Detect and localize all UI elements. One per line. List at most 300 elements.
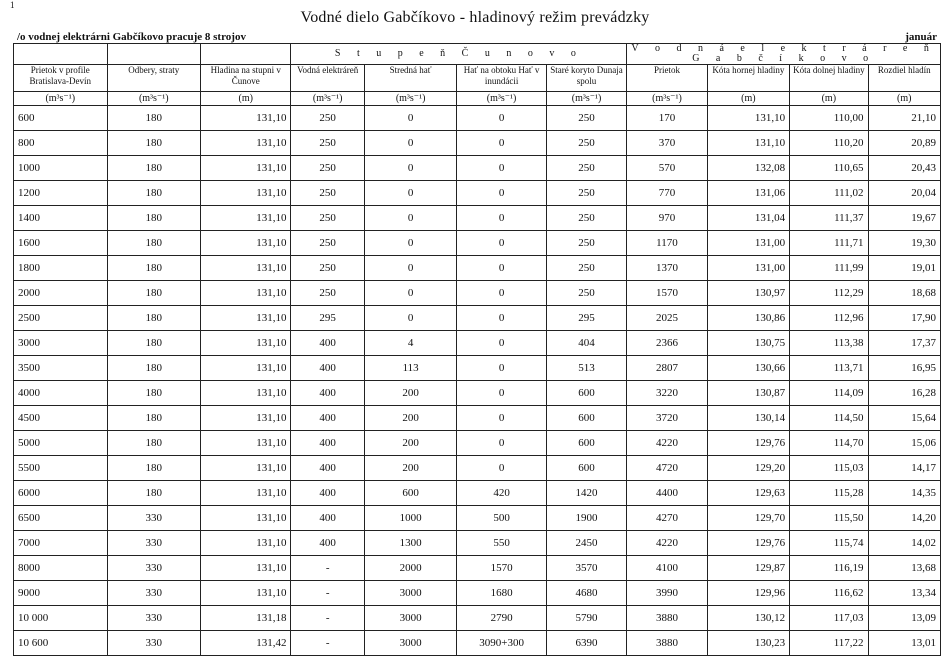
table-cell: 116,19 <box>790 556 868 581</box>
table-cell: 4220 <box>627 531 707 556</box>
table-cell: 129,87 <box>707 556 789 581</box>
table-cell: 7000 <box>14 531 108 556</box>
table-cell: 14,20 <box>868 506 940 531</box>
table-row <box>14 506 941 531</box>
table-cell: 180 <box>107 181 201 206</box>
column-header: Stredná hať <box>364 65 456 92</box>
table-row <box>14 156 941 181</box>
table-cell: 0 <box>457 156 546 181</box>
table-cell: 130,87 <box>707 381 789 406</box>
table-cell: 200 <box>364 456 456 481</box>
table-cell: 9000 <box>14 581 108 606</box>
table-cell: 0 <box>457 106 546 131</box>
table-cell: 16,95 <box>868 356 940 381</box>
group-header-cunovo: S t u p e ň Č u n o v o <box>291 44 627 65</box>
table-cell: 131,10 <box>201 556 291 581</box>
table-cell: 129,76 <box>707 431 789 456</box>
table-cell: 131,10 <box>201 231 291 256</box>
table-cell: 1000 <box>364 506 456 531</box>
table-cell: 600 <box>364 481 456 506</box>
table-cell: 113 <box>364 356 456 381</box>
table-cell: 5790 <box>546 606 626 631</box>
unit-cell: (m³s⁻¹) <box>546 92 626 106</box>
table-cell: 115,50 <box>790 506 868 531</box>
table-cell: 4220 <box>627 431 707 456</box>
table-cell: 170 <box>627 106 707 131</box>
table-cell: 131,10 <box>201 356 291 381</box>
table-cell: 112,29 <box>790 281 868 306</box>
table-cell: 180 <box>107 231 201 256</box>
table-cell: 131,10 <box>201 381 291 406</box>
table-cell: 4100 <box>627 556 707 581</box>
table-cell: 131,10 <box>201 131 291 156</box>
table-row <box>14 331 941 356</box>
table-cell: 1400 <box>14 206 108 231</box>
table-cell: 131,10 <box>201 506 291 531</box>
table-cell: 111,37 <box>790 206 868 231</box>
table-cell: 400 <box>291 456 364 481</box>
table-cell: 131,10 <box>201 456 291 481</box>
table-cell: 513 <box>546 356 626 381</box>
table-cell: 250 <box>546 231 626 256</box>
table-cell: 330 <box>107 531 201 556</box>
table-cell: 0 <box>364 256 456 281</box>
table-cell: 400 <box>291 431 364 456</box>
table-cell: 14,35 <box>868 481 940 506</box>
table-cell: 2000 <box>14 281 108 306</box>
table-cell: 131,10 <box>201 406 291 431</box>
table-cell: 250 <box>546 206 626 231</box>
table-cell: 13,01 <box>868 631 940 656</box>
table-cell: 131,10 <box>201 156 291 181</box>
regime-table <box>13 43 941 656</box>
table-row <box>14 231 941 256</box>
table-cell: 180 <box>107 106 201 131</box>
table-cell: 129,20 <box>707 456 789 481</box>
table-cell: 131,10 <box>201 531 291 556</box>
table-cell: 330 <box>107 581 201 606</box>
table-cell: 1600 <box>14 231 108 256</box>
table-cell: 180 <box>107 256 201 281</box>
table-row <box>14 256 941 281</box>
table-cell: 6000 <box>14 481 108 506</box>
table-cell: 114,70 <box>790 431 868 456</box>
table-cell: 3000 <box>364 606 456 631</box>
table-cell: 19,30 <box>868 231 940 256</box>
table-cell: 4500 <box>14 406 108 431</box>
table-cell: - <box>291 631 364 656</box>
table-cell: 250 <box>291 281 364 306</box>
table-cell: 0 <box>457 431 546 456</box>
table-cell: 131,10 <box>201 281 291 306</box>
table-cell: 180 <box>107 156 201 181</box>
table-row <box>14 431 941 456</box>
table-cell: 4000 <box>14 381 108 406</box>
table-row <box>14 456 941 481</box>
table-cell: 2000 <box>364 556 456 581</box>
table-cell: 550 <box>457 531 546 556</box>
unit-cell: (m) <box>790 92 868 106</box>
table-cell: 250 <box>291 106 364 131</box>
table-cell: 14,02 <box>868 531 940 556</box>
unit-cell: (m) <box>707 92 789 106</box>
table-cell: 113,38 <box>790 331 868 356</box>
table-row <box>14 406 941 431</box>
table-cell: 250 <box>546 131 626 156</box>
table-cell: 130,14 <box>707 406 789 431</box>
unit-cell: (m³s⁻¹) <box>107 92 201 106</box>
column-header: Prietok <box>627 65 707 92</box>
table-cell: 0 <box>457 456 546 481</box>
unit-row <box>14 92 941 106</box>
table-cell: 250 <box>546 281 626 306</box>
subtitle: /o vodnej elektrárni Gabčíkovo pracuje 8 strojov <box>17 31 246 43</box>
table-cell: 130,97 <box>707 281 789 306</box>
table-cell: 404 <box>546 331 626 356</box>
table-cell: 1200 <box>14 181 108 206</box>
table-cell: 0 <box>364 306 456 331</box>
table-cell: 0 <box>457 331 546 356</box>
table-cell: 330 <box>107 556 201 581</box>
column-header: Hladina na stupni v Čunove <box>201 65 291 92</box>
table-cell: 370 <box>627 131 707 156</box>
table-row <box>14 481 941 506</box>
table-cell: 4400 <box>627 481 707 506</box>
table-cell: 0 <box>364 181 456 206</box>
table-cell: 600 <box>546 406 626 431</box>
table-cell: 3090+300 <box>457 631 546 656</box>
table-cell: 131,10 <box>201 256 291 281</box>
table-cell: 0 <box>457 281 546 306</box>
table-cell: 131,04 <box>707 206 789 231</box>
table-cell: 131,10 <box>201 331 291 356</box>
table-cell: 250 <box>546 181 626 206</box>
table-cell: 4720 <box>627 456 707 481</box>
table-cell: 117,03 <box>790 606 868 631</box>
table-cell: 250 <box>291 256 364 281</box>
table-cell: 200 <box>364 381 456 406</box>
table-row <box>14 631 941 656</box>
table-cell: 16,28 <box>868 381 940 406</box>
table-cell: 330 <box>107 606 201 631</box>
table-body <box>14 44 941 656</box>
table-cell: 570 <box>627 156 707 181</box>
table-cell: 5000 <box>14 431 108 456</box>
table-cell: 17,90 <box>868 306 940 331</box>
table-cell: 132,08 <box>707 156 789 181</box>
table-cell: 2807 <box>627 356 707 381</box>
table-cell: 130,86 <box>707 306 789 331</box>
page-title: Vodné dielo Gabčíkovo - hladinový režim prevádzky <box>300 9 650 26</box>
table-cell: 130,23 <box>707 631 789 656</box>
group-header-row <box>14 44 941 65</box>
table-cell: 400 <box>291 381 364 406</box>
column-header: Kóta hornej hladiny <box>707 65 789 92</box>
table-cell: 6390 <box>546 631 626 656</box>
group-empty-cell <box>201 44 291 65</box>
table-cell: 15,06 <box>868 431 940 456</box>
table-cell: 3000 <box>364 581 456 606</box>
table-cell: 15,64 <box>868 406 940 431</box>
table-cell: 4680 <box>546 581 626 606</box>
table-cell: 0 <box>457 181 546 206</box>
table-cell: 20,43 <box>868 156 940 181</box>
table-row <box>14 581 941 606</box>
table-cell: 129,63 <box>707 481 789 506</box>
table-cell: 3000 <box>364 631 456 656</box>
table-cell: 115,74 <box>790 531 868 556</box>
table-cell: 0 <box>457 406 546 431</box>
table-cell: 0 <box>364 206 456 231</box>
table-cell: 0 <box>364 281 456 306</box>
table-cell: 180 <box>107 206 201 231</box>
table-cell: 970 <box>627 206 707 231</box>
table-cell: 10 600 <box>14 631 108 656</box>
table-cell: 131,42 <box>201 631 291 656</box>
table-cell: 180 <box>107 381 201 406</box>
table-cell: 110,20 <box>790 131 868 156</box>
table-cell: 131,10 <box>201 106 291 131</box>
table-cell: 2025 <box>627 306 707 331</box>
table-cell: 250 <box>546 156 626 181</box>
table-cell: 110,65 <box>790 156 868 181</box>
table-cell: 114,50 <box>790 406 868 431</box>
table-cell: 4270 <box>627 506 707 531</box>
table-cell: 115,28 <box>790 481 868 506</box>
table-cell: 770 <box>627 181 707 206</box>
column-header-row <box>14 65 941 92</box>
table-cell: 131,10 <box>707 131 789 156</box>
table-cell: 3880 <box>627 631 707 656</box>
table-cell: 1370 <box>627 256 707 281</box>
table-cell: 131,10 <box>201 181 291 206</box>
table-cell: 1300 <box>364 531 456 556</box>
table-cell: - <box>291 556 364 581</box>
table-cell: 129,76 <box>707 531 789 556</box>
table-cell: 1800 <box>14 256 108 281</box>
table-cell: 3880 <box>627 606 707 631</box>
table-cell: 13,68 <box>868 556 940 581</box>
table-cell: 400 <box>291 531 364 556</box>
column-header: Kóta dolnej hladiny <box>790 65 868 92</box>
table-cell: 1900 <box>546 506 626 531</box>
table-cell: 180 <box>107 131 201 156</box>
table-cell: 500 <box>457 506 546 531</box>
column-header: Prietok v profile Bratislava-Devín <box>14 65 108 92</box>
table-cell: 3000 <box>14 331 108 356</box>
table-cell: 0 <box>364 131 456 156</box>
table-cell: 131,00 <box>707 256 789 281</box>
table-cell: 111,99 <box>790 256 868 281</box>
table-cell: 3720 <box>627 406 707 431</box>
table-cell: 6500 <box>14 506 108 531</box>
table-cell: 2366 <box>627 331 707 356</box>
table-cell: 600 <box>546 381 626 406</box>
table-cell: 20,04 <box>868 181 940 206</box>
table-row <box>14 181 941 206</box>
table-cell: 200 <box>364 431 456 456</box>
table-cell: 400 <box>291 356 364 381</box>
table-row <box>14 206 941 231</box>
table-cell: 0 <box>457 356 546 381</box>
table-cell: 1680 <box>457 581 546 606</box>
table-cell: 131,18 <box>201 606 291 631</box>
table-cell: 116,62 <box>790 581 868 606</box>
table-row <box>14 556 941 581</box>
unit-cell: (m) <box>201 92 291 106</box>
table-cell: 330 <box>107 506 201 531</box>
table-cell: 600 <box>546 456 626 481</box>
table-cell: 180 <box>107 481 201 506</box>
table-cell: 131,10 <box>201 581 291 606</box>
table-cell: 131,00 <box>707 231 789 256</box>
unit-cell: (m³s⁻¹) <box>14 92 108 106</box>
table-cell: 5500 <box>14 456 108 481</box>
table-cell: 0 <box>457 256 546 281</box>
table-cell: 250 <box>291 231 364 256</box>
table-cell: - <box>291 606 364 631</box>
table-cell: 420 <box>457 481 546 506</box>
table-cell: 400 <box>291 406 364 431</box>
table-cell: 0 <box>457 381 546 406</box>
table-cell: 1170 <box>627 231 707 256</box>
table-cell: 130,75 <box>707 331 789 356</box>
table-cell: 2790 <box>457 606 546 631</box>
table-cell: 2500 <box>14 306 108 331</box>
table-cell: 111,71 <box>790 231 868 256</box>
table-cell: 19,67 <box>868 206 940 231</box>
table-cell: 3570 <box>546 556 626 581</box>
table-cell: 129,70 <box>707 506 789 531</box>
table-cell: 111,02 <box>790 181 868 206</box>
table-cell: 130,12 <box>707 606 789 631</box>
table-cell: 0 <box>364 156 456 181</box>
table-cell: 250 <box>546 256 626 281</box>
table-row <box>14 106 941 131</box>
unit-cell: (m) <box>868 92 940 106</box>
table-cell: 0 <box>364 106 456 131</box>
table-cell: 180 <box>107 356 201 381</box>
table-cell: 1000 <box>14 156 108 181</box>
table-cell: 131,10 <box>201 206 291 231</box>
table-cell: 0 <box>457 206 546 231</box>
table-cell: 21,10 <box>868 106 940 131</box>
column-header: Vodná elektráreň <box>291 65 364 92</box>
table-cell: 131,06 <box>707 181 789 206</box>
page-mark: 1 <box>10 0 15 10</box>
table-cell: 250 <box>291 131 364 156</box>
table-cell: 400 <box>291 506 364 531</box>
table-cell: 1570 <box>457 556 546 581</box>
table-cell: 129,96 <box>707 581 789 606</box>
table-cell: 13,09 <box>868 606 940 631</box>
table-row <box>14 531 941 556</box>
column-header: Staré koryto Dunaja spolu <box>546 65 626 92</box>
table-cell: 2450 <box>546 531 626 556</box>
table-cell: 0 <box>457 306 546 331</box>
table-row <box>14 606 941 631</box>
column-header: Odbery, straty <box>107 65 201 92</box>
table-cell: 3500 <box>14 356 108 381</box>
table-cell: 200 <box>364 406 456 431</box>
unit-cell: (m³s⁻¹) <box>457 92 546 106</box>
table-cell: 14,17 <box>868 456 940 481</box>
table-cell: 0 <box>457 231 546 256</box>
table-cell: 112,96 <box>790 306 868 331</box>
table-cell: 13,34 <box>868 581 940 606</box>
table-cell: 3990 <box>627 581 707 606</box>
table-cell: 600 <box>14 106 108 131</box>
table-cell: 114,09 <box>790 381 868 406</box>
table-cell: 400 <box>291 481 364 506</box>
group-empty-cell <box>14 44 108 65</box>
table-cell: 17,37 <box>868 331 940 356</box>
table-cell: 115,03 <box>790 456 868 481</box>
table-cell: 10 000 <box>14 606 108 631</box>
table-cell: 117,22 <box>790 631 868 656</box>
table-cell: 250 <box>546 106 626 131</box>
table-cell: 131,10 <box>201 431 291 456</box>
group-empty-cell <box>107 44 201 65</box>
table-cell: 20,89 <box>868 131 940 156</box>
month-label: január <box>905 31 937 43</box>
table-row <box>14 281 941 306</box>
table-cell: 113,71 <box>790 356 868 381</box>
table-cell: 330 <box>107 631 201 656</box>
table-cell: 131,10 <box>707 106 789 131</box>
table-cell: 3220 <box>627 381 707 406</box>
column-header: Hať na obtoku Hať v inundácii <box>457 65 546 92</box>
table-row <box>14 306 941 331</box>
table-cell: 131,10 <box>201 306 291 331</box>
table-cell: 400 <box>291 331 364 356</box>
table-cell: 250 <box>291 181 364 206</box>
table-cell: 4 <box>364 331 456 356</box>
table-cell: 600 <box>546 431 626 456</box>
table-cell: 180 <box>107 281 201 306</box>
table-cell: 180 <box>107 331 201 356</box>
unit-cell: (m³s⁻¹) <box>291 92 364 106</box>
table-cell: 295 <box>546 306 626 331</box>
table-cell: 180 <box>107 406 201 431</box>
table-cell: 130,66 <box>707 356 789 381</box>
table-cell: 295 <box>291 306 364 331</box>
table-cell: 1570 <box>627 281 707 306</box>
table-cell: - <box>291 581 364 606</box>
table-cell: 8000 <box>14 556 108 581</box>
table-cell: 180 <box>107 456 201 481</box>
table-cell: 131,10 <box>201 481 291 506</box>
table-cell: 110,00 <box>790 106 868 131</box>
table-cell: 18,68 <box>868 281 940 306</box>
table-cell: 180 <box>107 431 201 456</box>
unit-cell: (m³s⁻¹) <box>364 92 456 106</box>
table-cell: 250 <box>291 206 364 231</box>
table-cell: 800 <box>14 131 108 156</box>
table-row <box>14 356 941 381</box>
table-cell: 1420 <box>546 481 626 506</box>
unit-cell: (m³s⁻¹) <box>627 92 707 106</box>
table-cell: 19,01 <box>868 256 940 281</box>
table-cell: 0 <box>364 231 456 256</box>
table-cell: 0 <box>457 131 546 156</box>
column-header: Rozdiel hladín <box>868 65 940 92</box>
table-row <box>14 131 941 156</box>
table-cell: 250 <box>291 156 364 181</box>
table-cell: 180 <box>107 306 201 331</box>
group-header-gabcikovo: V o d n á e l e k t r á r e ň G a b č í k o v o <box>627 44 941 65</box>
table-row <box>14 381 941 406</box>
